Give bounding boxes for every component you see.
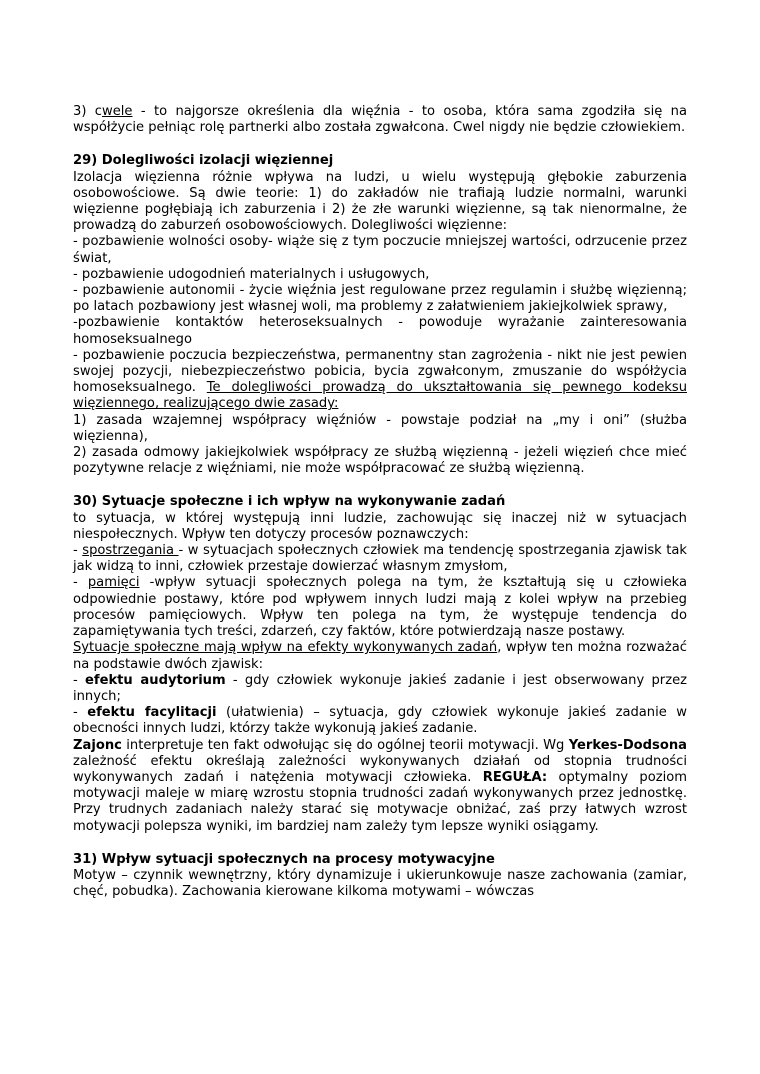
s29-bullet-5-text: - pozbawienie poczucia bezpieczeństwa, permanentny stan zagrożenia - nikt nie jest pewien swojej pozycji, niebezpieczeństwo pobicia, bycia zgwałconym, zmuszanie do współżycia homoseksualnego.: [73, 347, 687, 396]
s30-zajonc-text3: optymalny poziom motywacji maleje w miarę wzrostu stopnia trudności zadań wykonywanych przez jednostkę. Przy trudnych zadaniach należy starać się motywacje obniżać, zaś przy łatwych wzrost motywacji polepsza wyniki, im bardziej nam zależy tym lepsze wyniki osiągamy.: [73, 769, 687, 834]
s30-effects-underlined: Sytuacje społeczne mają wpływ na efekty wykonywanych zadań: [73, 640, 498, 656]
s30-perception: [73, 543, 687, 575]
s30-zajonc: [73, 738, 687, 835]
s29-bullet-5-underlined: Te dolegliwości prowadzą do ukształtowania się pewnego kodeksu więziennego, realizującego dwie zasady:: [73, 380, 687, 412]
heading-31: 31) Wpływ sytuacji społecznych na procesy motywacyjne: [73, 851, 495, 867]
s30-perception-text: - w sytuacjach społecznych człowiek ma tendencję spostrzegania zjawisk tak jak widzą to inni, człowiek przestaje dowierzać własnym zmysłom,: [73, 543, 688, 575]
s30-yerkes-dodson: Yerkes-Dodsona: [568, 737, 687, 753]
s30-memory-dash: -: [73, 575, 88, 591]
s30-memory-text: -wpływ sytuacji społecznych polega na tym, że kształtują się u człowieka odpowiednie postawy, które pod wpływem innych ludzi mają z kolei wpływ na przebieg procesów pamięciowych. Wpływ ten polega na tym, że występuje tendencja do zapamiętywania tych treści, zdarzeń, czy faktów, które potwierdzają nasze postawy.: [73, 575, 688, 640]
s29-rule-1: 1) zasada wzajemnej współpracy więźniów - powstaje podział na „my i oni” (służba więzienna),: [73, 412, 687, 444]
s30-audience-dash: -: [73, 672, 85, 688]
s30-facilitation-dash: -: [73, 705, 88, 721]
s30-effects: [73, 640, 687, 672]
s30-memory: [73, 575, 687, 640]
s29-bullet-3: - pozbawienie autonomii - życie więźnia jest regulowane przez regulamin i służbę więzienną; po latach pozbawiony jest własnej woli, ma problemy z załatwieniem jakiejkolwiek sprawy,: [73, 283, 687, 315]
s29-bullet-1: - pozbawienie wolności osoby- wiąże się z tym poczucie mniejszej wartości, odrzucenie przez świat,: [73, 234, 687, 266]
s29-bullet-2: - pozbawienie udogodnień materialnych i usługowych,: [73, 266, 430, 282]
heading-30: 30) Sytuacje społeczne i ich wpływ na wykonywanie zadań: [73, 494, 506, 510]
document-page: [73, 104, 687, 900]
s30-para1: to sytuacja, w której występują inni ludzie, zachowując się inaczej niż w sytuacjach niespołecznych. Wpływ ten dotyczy procesów poznawczych:: [73, 510, 687, 542]
s30-zajonc-name: Zajonc: [73, 737, 122, 753]
s29-rule-2: 2) zasada odmowy jakiejkolwiek współpracy ze służbą więzienną - jeżeli więzień chce mieć pozytywne relacje z więźniami, nie może współpracować ze służbą więzienną.: [73, 445, 687, 477]
intro-prefix: 3) c: [73, 104, 103, 119]
heading-29: 29) Dolegliwości izolacji więziennej: [73, 153, 334, 169]
s30-facilitation-text: (ułatwienia) – sytuacja, gdy człowiek wykonuje jakieś zadanie w obecności innych ludzi, którzy także wykonują jakieś zadanie.: [73, 705, 687, 737]
s30-memory-term: pamięci: [87, 575, 140, 591]
intro-term: wele: [102, 104, 133, 119]
s30-rule-label: REGUŁA:: [482, 769, 548, 785]
s30-zajonc-text1: interpretuje ten fakt odwołując się do ogólnej teorii motywacji. Wg: [121, 737, 569, 753]
s29-bullet-5: [73, 348, 687, 413]
s30-audience-text: - gdy człowiek wykonuje jakieś zadanie i jest obserwowany przez innych;: [73, 672, 687, 704]
intro-text: - to najgorsze określenia dla więźnia - to osoba, która sama zgodziła się na współżycie pełniąc rolę partnerki albo została zgwałcona. Cwel nigdy nie będzie człowiekiem.: [73, 104, 687, 136]
spacer: [73, 477, 687, 494]
s30-facilitation-effect: [73, 705, 687, 737]
spacer: [73, 136, 687, 153]
s30-facilitation-term: efektu facylitacji: [87, 705, 217, 721]
s29-para1: Izolacja więzienna różnie wpływa na ludzi, u wielu występują głębokie zaburzenia osobowościowe. Są dwie teorie: 1) do zakładów nie trafiają ludzie normalni, warunki więzienne pogłębiają ich zaburzenia i 2) że złe warunki więzienne, są tak nienormalne, że prowadzą do zaburzeń osobowościowych. Dolegliwości więzienne:: [73, 169, 687, 234]
s30-zajonc-text2: zależność efektu określają zależności wykonywanych działań od stopnia trudności wykonywanych zadań i natężenia motywacji człowieka.: [73, 753, 687, 785]
s29-bullet-4: -pozbawienie kontaktów heteroseksualnych - powoduje wyrażanie zainteresowania homoseksualnego: [73, 315, 687, 347]
s30-perception-term: spostrzegania: [82, 543, 179, 559]
s30-audience-term: efektu audytorium: [85, 672, 226, 688]
spacer: [73, 835, 687, 852]
intro-paragraph: [73, 104, 687, 136]
s30-audience-effect: [73, 673, 687, 705]
s31-para1: Motyw – czynnik wewnętrzny, który dynamizuje i ukierunkowuje nasze zachowania (zamiar, chęć, pobudka). Zachowania kierowane kilkoma motywami – wówczas: [73, 867, 687, 900]
s30-perception-dash: -: [73, 543, 83, 559]
s30-effects-text: , wpływ ten można rozważać na podstawie dwóch zjawisk:: [73, 640, 687, 672]
